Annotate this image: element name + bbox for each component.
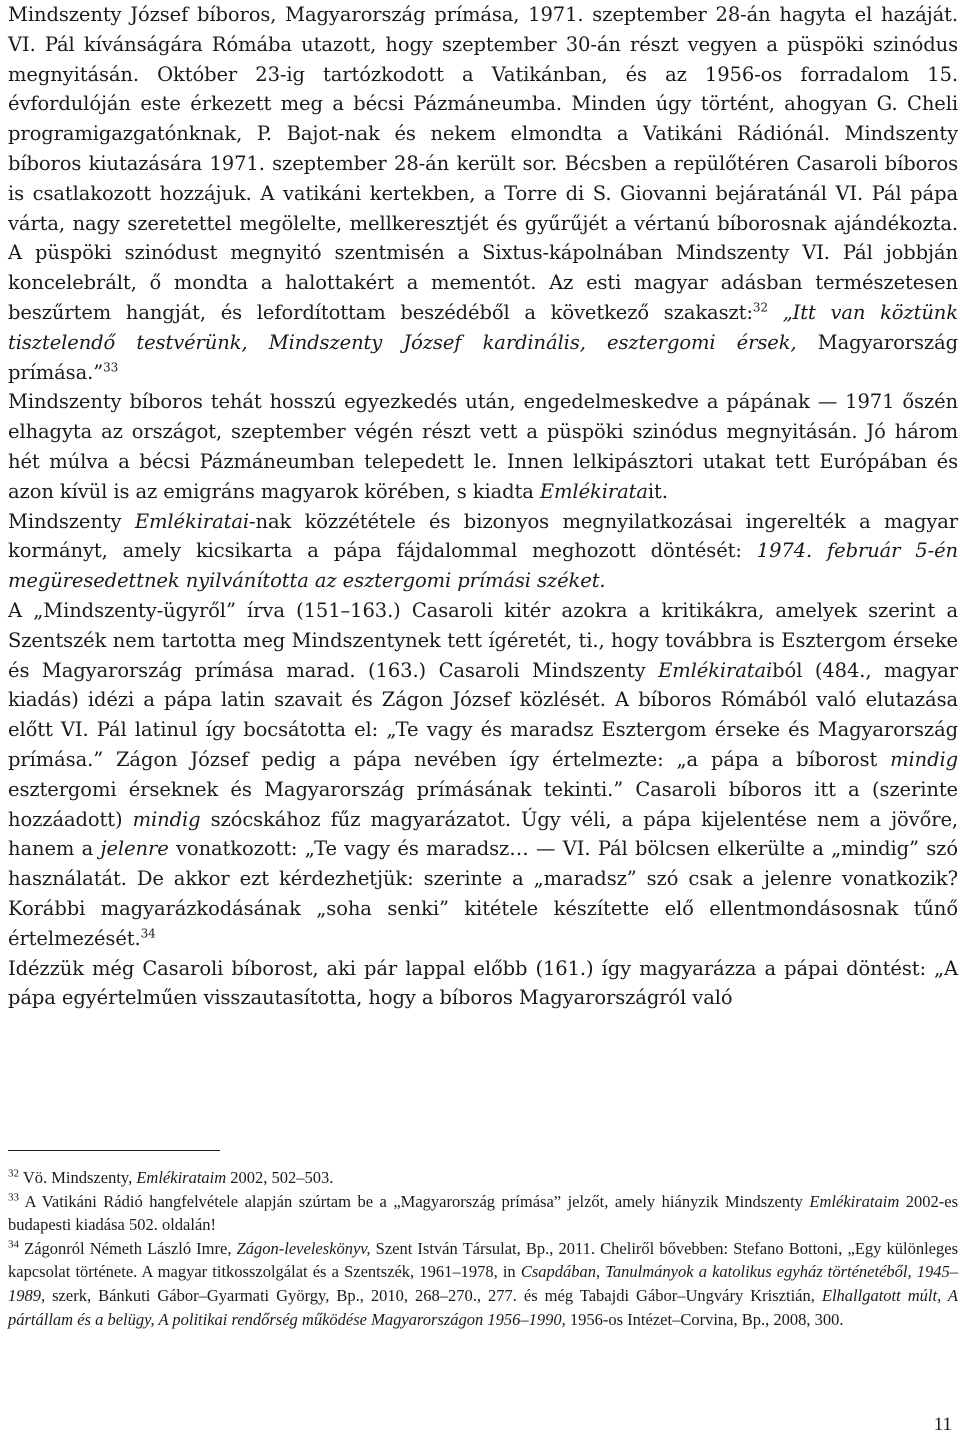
paragraph-3-italic-1: Emlékiratai xyxy=(134,509,249,533)
paragraph-1-text: Mindszenty József bíboros, Magyarország prímása, 1971. szeptember 28-án hagyta el hazáját. VI. Pál kívánságára Rómába utazott, hogy szeptember 30-án részt vegyen a püspöki szinódus megnyitásán. Október 23-ig tartózkodott a Vatikánban, és az 1956-os forradalom 15. évfordulóján este érkezett meg a bécsi Pázmáneumba. Minden úgy történt, ahogyan G. Cheli programigazgatónknak, P. Bajot-nak és nekem elmondta a Vatikáni Rádiónál. Mindszenty bíboros kiutazására 1971. szeptember 28-án került sor. Bécsben a repülőtéren Casaroli bíboros is csatlakozott hozzájuk. A vatikáni kertekben, a Torre di S. Giovanni bejáratánál VI. Pál pápa várta, nagy szeretettel megölelte, mellkeresztjét és gyűrűjét a vértanú bíborosnak ajándékozta. A püspöki szinódust megnyitó szentmisén a Sixtus-kápolnában Mindszenty VI. Pál jobbján koncelebrált, ő mondta a halottakért a mementót. Az esti magyar adásban természetesen beszűrtem hangját, és lefordítottam beszédéből a következő szakaszt: xyxy=(8,3,958,324)
footnote-34-italic-2: Csapdában, Tanulmányok a katolikus egyház történetéből, 1945–1989, xyxy=(8,1262,958,1305)
footnote-34-text-a: Zágonról Németh László Imre, xyxy=(19,1238,237,1258)
footnote-32-text-b: 2002, 502–503. xyxy=(226,1168,334,1187)
paragraph-3 xyxy=(8,507,958,596)
paragraph-2-text: Mindszenty bíboros tehát hosszú egyezkedés után, engedelmeskedve a pápának — 1971 őszén elhagyta az országot, szeptember végén részt vett a püspöki szinódus megnyitásán. Jó három hét múlva a bécsi Pázmáneumban telepedett le. Innen lelkipásztori utakat tett Európában és azon kívül is az emigráns magyarok körében, s kiadta xyxy=(8,390,958,503)
paragraph-2 xyxy=(8,387,958,506)
paragraph-4-text-a: A „Mindszenty-ügyről” írva (151–163.) Casaroli kitér azokra a kritikákra, amelyek szerint a Szentszék nem tartotta meg Mindszentynek tett ígéretét, ti., hogy továbbra is Esztergom érseke és Magyarország prímása marad. (163.) Casaroli Mindszenty xyxy=(8,598,958,682)
body-text xyxy=(8,0,958,1013)
footnote-34-text-d: 1956-os Intézet–Corvina, Bp., 2008, 300. xyxy=(565,1309,844,1329)
footnote-34 xyxy=(8,1237,958,1331)
paragraph-4-italic-2: mindig xyxy=(890,747,958,771)
paragraph-4-text-e: vonatkozott: „Te vagy és maradsz… — VI. Pál bölcsen elkerülte a „mindig” szó használatát. De akkor ezt kérdezhetjük: szerinte a „maradsz” szó csak a jelenre vonatkozik? Korábbi magyarázkodásának „soha senki” kitétele készítette elő ellentmondásosnak tűnő értelmezését. xyxy=(8,837,958,950)
footnote-32-number: 32 xyxy=(8,1167,19,1180)
quote-italic: „Itt van köztünk tisztelendő testvérünk, Mindszenty József kardinális, esztergomi érsek, xyxy=(8,300,958,354)
paragraph-2-italic: Emlékirata xyxy=(539,479,648,503)
footnotes xyxy=(8,1166,958,1331)
footnote-33-text-a: A Vatikáni Rádió hangfelvétele alapján szúrtam be a „Magyarország prímása” jelzőt, amely hiányzik Mindszenty xyxy=(19,1191,810,1211)
footnote-32-text-a: Vö. Mindszenty, xyxy=(19,1168,137,1187)
paragraph-4-text-c: esztergomi érseknek és Magyarország prímásának tekinti.” Casaroli bíboros itt a (szerinte hozzáadott) xyxy=(8,777,958,831)
footnote-separator xyxy=(8,1150,220,1151)
paragraph-2-end: it. xyxy=(647,479,668,503)
paragraph-4-text-d: szócskához fűz magyarázatot. Úgy véli, a pápa kijelentése nem a jövőre, hanem a xyxy=(8,807,958,861)
paragraph-4-italic-1: Emlékiratai xyxy=(658,658,773,682)
footnote-33-italic: Emlékirataim xyxy=(809,1191,900,1211)
footnote-ref-34[interactable]: 34 xyxy=(140,926,156,941)
quote-end: Magyarország prímása.” xyxy=(8,330,959,384)
footnote-33-text-b: 2002-es budapesti kiadása 502. oldalán! xyxy=(8,1191,958,1235)
footnote-ref-32[interactable]: 32 xyxy=(752,300,768,315)
document-page xyxy=(8,0,958,1446)
footnote-34-number: 34 xyxy=(8,1238,19,1251)
footnote-32 xyxy=(8,1166,958,1190)
paragraph-5 xyxy=(8,954,958,1014)
paragraph-3-text-a: Mindszenty xyxy=(8,509,135,533)
page-number: 11 xyxy=(933,1414,952,1435)
footnote-34-italic-1: Zágon-leveleskönyv, xyxy=(236,1238,371,1258)
paragraph-4 xyxy=(8,596,958,954)
footnote-34-italic-3: Elhallgatott múlt, A pártállam és a belügy, A politikai rendőrség működése Magyarországon 1956–1990, xyxy=(8,1285,958,1329)
paragraph-4-text-b: ból (484., magyar kiadás) idézi a pápa latin szavait és Zágon József közlését. A bíboros Rómából való elutazása előtt VI. Pál latinul így bocsátotta el: „Te vagy és maradsz Esztergom érseke és Magyarország prímása.” Zágon József pedig a pápa nevében így értelmezte: „a pápa a bíborost xyxy=(8,658,958,771)
footnote-ref-33[interactable]: 33 xyxy=(103,360,119,375)
paragraph-4-italic-3: mindig xyxy=(132,807,201,831)
paragraph-5-text: Idézzük még Casaroli bíborost, aki pár lappal előbb (161.) így magyarázza a pápai döntést: „A pápa egyértelműen visszautasította, hogy a bíboros Magyarországról való xyxy=(8,956,958,1010)
footnote-34-text-c: szerk, Bánkuti Gábor–Gyarmati György, Bp., 2010, 268–270., 277. és még Tabajdi Gábor–Ungváry Krisztián, xyxy=(45,1285,822,1305)
footnote-33 xyxy=(8,1190,958,1237)
footnote-34-text-b: Szent István Társulat, Bp., 2011. Cheliről bővebben: Stefano Bottoni, „Egy különleges kapcsolat története. A magyar titkosszolgálat és a Szentszék, 1961–1978, in xyxy=(8,1238,959,1282)
footnote-32-italic: Emlékirataim xyxy=(136,1168,227,1187)
paragraph-3-text-b: -nak közzététele és bizonyos megnyilatkozásai ingerelték a magyar kormányt, amely kicsikarta a pápa fájdalommal meghozott döntését: xyxy=(8,509,959,563)
paragraph-4-italic-4: jelenre xyxy=(100,837,169,861)
paragraph-3-italic-2: 1974. február 5-én megüresedettnek nyilvánította az esztergomi prímási széket. xyxy=(8,539,958,593)
footnote-33-number: 33 xyxy=(8,1191,19,1204)
paragraph-1 xyxy=(8,0,958,387)
